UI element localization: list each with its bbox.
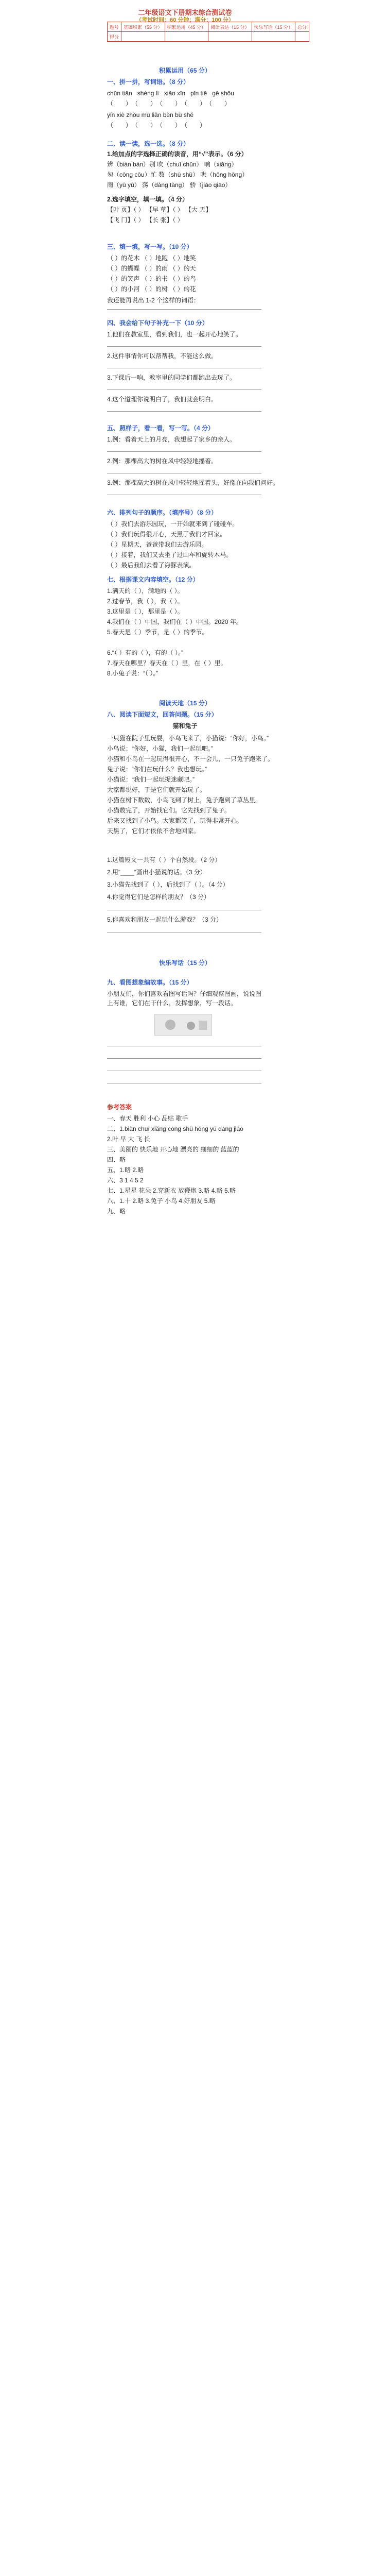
answer-text: 六、3 1 4 5 2: [107, 1177, 144, 1184]
score-cell[interactable]: [208, 32, 252, 42]
question-line: 雨（yǔ yù） 荡（dàng tàng） 骄（jiāo qiāo）: [107, 181, 232, 189]
question-title: 一、拼一拼，写词语。（8 分）: [107, 78, 190, 86]
answer-line[interactable]: [107, 411, 261, 412]
question-title: 四、我会给下句子补充一下（10 分）: [107, 319, 208, 327]
answer-text: 2.叶 早 大 飞 长: [107, 1136, 150, 1143]
score-cell: 得分: [108, 32, 121, 42]
score-table-row: [108, 32, 309, 42]
question-line: （ ）的蝴蝶 （ ）的雨 （ ）的天: [107, 265, 196, 272]
question-line: 1.这篇短文一共有（ ）个自然段。（2 分）: [107, 856, 221, 863]
question-line: 辨（biàn bàn）别 吹（chuī chūn） 响（xiǎng）: [107, 161, 238, 168]
question-title: 六、排列句子的顺序。（填序号）（8 分）: [107, 509, 218, 516]
question-line: 匆（cōng cōu）忙 数（shù shǔ） 哄（hōng hǒng）: [107, 171, 249, 178]
story-paragraph: 后来又找到了小鸟。大家都笑了，玩得非常开心。: [107, 817, 243, 824]
pinyin: pǐn tiē: [190, 90, 207, 97]
question-title: 二、读一读，选一选。（8 分）: [107, 140, 190, 147]
story-paragraph: 大家都说好，于是它们就开始玩了。: [107, 786, 206, 793]
answer-brackets[interactable]: （ ） （ ） （ ） （ ）: [107, 122, 206, 129]
score-cell: 基础积累（55 分）: [121, 22, 165, 32]
question-line: （ ）最后我们去看了海豚表演。: [107, 562, 196, 569]
story-paragraph: 一只猫在院子里玩耍，小鸟飞来了，小猫说：“你好，小鸟。”: [107, 735, 269, 742]
question-line: 4.我们在（ ）中国，我们在（ ）中国。2020 年。: [107, 618, 242, 625]
question-line: 2.这件事情你可以帮帮我，不能这么做。: [107, 352, 218, 360]
cartoon-illustration-icon: [155, 1014, 212, 1035]
story-paragraph: 小鸟说：“你好，小猫，我们一起玩吧。”: [107, 745, 213, 752]
story-paragraph: 小猫和小鸟在一起玩得很开心，不一会儿，一只兔子跑来了。: [107, 755, 274, 762]
pinyin-row: yǐn xiè zhǒu mù liǎn bèn bù shě: [107, 111, 194, 118]
question-line: 2.过春节，我（ ），我（ ）。: [107, 598, 184, 605]
story-title: 猫和兔子: [172, 722, 198, 730]
question-line: 7.春天在哪里？春天在（ ）里，在（ ）里。: [107, 659, 227, 667]
answer-text: 一、春天 胜利 小心 品贴 歌手: [107, 1115, 188, 1122]
question-line: （ ）我们去游乐园玩，一开始就来到了碰碰车。: [107, 520, 239, 528]
story-paragraph: 天黑了，它们才依依不舍地回家。: [107, 827, 200, 835]
question-title: 七、根据课文内容填空。（12 分）: [107, 576, 199, 583]
answer-line[interactable]: [107, 346, 261, 347]
score-table: [107, 22, 309, 42]
answer-text: 五、1.略 2.略: [107, 1166, 144, 1174]
story-paragraph: 小猫说：“我们一起玩捉迷藏吧。”: [107, 776, 195, 783]
question-line: （ ）的花木 （ ）地跑 （ ）地笑: [107, 255, 196, 262]
question-line: 1.例：看着天上的月亮，我想起了家乡的亲人。: [107, 436, 236, 443]
score-cell[interactable]: [295, 32, 309, 42]
question-line: （ ）星期天，爸爸带我们去游乐园。: [107, 541, 208, 548]
question-line: （ ）我们玩得很开心，天黑了我们才回家。: [107, 531, 226, 538]
writing-prompt: 小朋友们，你们喜欢看图写话吗？仔细观察图画，说说图上有谁，它们在干什么，发挥想象，写一段话。: [107, 990, 262, 1007]
sub-question: 1.给加点的字选择正确的读音，用“√”表示。（6 分）: [107, 150, 248, 158]
score-cell[interactable]: [252, 32, 295, 42]
pinyin: xiǎo xīn: [164, 90, 186, 97]
question-line: 3.下课后一响，教室里的同学们都跑出去玩了。: [107, 374, 236, 381]
question-note: 我还能再说出 1-2 个这样的词语：: [107, 297, 200, 304]
sub-question: 2.选字填空，填一填。（4 分）: [107, 196, 189, 203]
question-line: 6.“（ ）有的（ ），有的（ ）。”: [107, 649, 184, 656]
question-line: 5.你喜欢和朋友一起玩什么游戏？（3 分）: [107, 916, 223, 923]
section-heading: 积累运用（65 分）: [159, 67, 211, 74]
score-cell[interactable]: [121, 32, 165, 42]
score-cell: 题号: [108, 22, 121, 32]
answer-line[interactable]: [107, 309, 261, 310]
question-line: 4.这个道理你说明白了，我们就会明白。: [107, 396, 218, 403]
answer-text: 七、1.星星 花朵 2.穿新衣 放鞭炮 3.略 4.略 5.略: [107, 1187, 236, 1194]
score-cell: 积累运用（45 分）: [165, 22, 208, 32]
question-title: 八、阅读下面短文，回答问题。（15 分）: [107, 711, 218, 718]
answer-text: 三、美丽的 快乐地 开心地 漂亮的 细细的 蓝蓝的: [107, 1146, 239, 1153]
answer-text: 九、略: [107, 1208, 126, 1215]
question-line: 4.你觉得它们是怎样的朋友？（3 分）: [107, 893, 210, 901]
question-line: 3.小猫先找到了（ ），后找到了（ ）。（4 分）: [107, 881, 229, 888]
picture-prompt-image: [154, 1014, 212, 1036]
section-heading: 快乐写话（15 分）: [159, 959, 211, 967]
question-line: （ ）的小河 （ ）的树 （ ）的花: [107, 285, 196, 293]
score-cell: 阅读表达（15 分）: [208, 22, 252, 32]
question-line: 1.他们在教室里，看到我们，也一起开心地笑了。: [107, 331, 242, 338]
question-line: 【叶 页】（ ） 【早 草】（ ） 【大 天】: [107, 206, 212, 213]
question-line: （ ）的笑声 （ ）的书 （ ）的鸟: [107, 275, 196, 282]
question-title: 三、填一填，写一写。（10 分）: [107, 243, 193, 250]
question-title: 五、照样子，看一看，写一写。（4 分）: [107, 425, 215, 432]
pinyin: gē shǒu: [212, 90, 234, 97]
writing-line[interactable]: [107, 1058, 261, 1059]
question-line: 1.满天的（ ），满地的（ ）。: [107, 587, 184, 595]
question-line: 5.春天是（ ）季节，是（ ）的季节。: [107, 629, 208, 636]
pinyin: chūn tiān: [107, 90, 132, 97]
score-cell[interactable]: [165, 32, 208, 42]
section-heading: 阅读天地（15 分）: [159, 700, 211, 707]
page-subtitle: （考试时间：60 分钟；满分：100 分）: [136, 17, 234, 23]
question-line: 8.小兔子说：“（ ）。”: [107, 670, 158, 677]
score-table-row: [108, 22, 309, 32]
answer-line[interactable]: [107, 389, 261, 390]
answer-text: 八、1.十 2.略 3.兔子 小鸟 4.好朋友 5.略: [107, 1197, 216, 1205]
story-paragraph: 小猫数完了，开始找它们。它先找到了兔子。: [107, 807, 231, 814]
question-title: 九、看图想象编故事。（15 分）: [107, 979, 193, 986]
question-line: 【飞 门】（ ） 【长 张】（ ）: [107, 216, 184, 224]
question-line: 2.例：那棵高大的树在风中轻轻地摇着。: [107, 457, 218, 465]
score-cell: 总分: [295, 22, 309, 32]
answer-brackets[interactable]: （ ） （ ） （ ） （ ） （ ）: [107, 100, 231, 107]
story-paragraph: 小猫在树下数数，小鸟飞到了树上，兔子跑到了草丛里。: [107, 796, 262, 804]
answer-text: 四、略: [107, 1156, 126, 1163]
answer-line[interactable]: [107, 451, 261, 452]
answer-text: 二、1.biàn chuī xiǎng cōng shù hōng yǔ dàng jiāo: [107, 1125, 243, 1132]
question-line: 3.这里是（ ），那里是（ ）。: [107, 608, 184, 615]
page-title: 二年级语文下册期末综合测试卷: [138, 9, 232, 16]
question-line: 3.例：那棵高大的树在风中轻轻地摇着头，好像在向我们问好。: [107, 479, 279, 486]
answers-heading: 参考答案: [107, 1104, 132, 1111]
question-line: （ ）接着，我们又去坐了过山车和旋转木马。: [107, 551, 233, 558]
pinyin: shèng lì: [137, 90, 159, 97]
score-cell: 快乐写话（15 分）: [252, 22, 295, 32]
question-line: 2.用“____”画出小猫说的话。（3 分）: [107, 869, 206, 876]
pinyin-row: [107, 89, 234, 98]
story-paragraph: 兔子说：“你们在玩什么？我也想玩。”: [107, 766, 207, 773]
